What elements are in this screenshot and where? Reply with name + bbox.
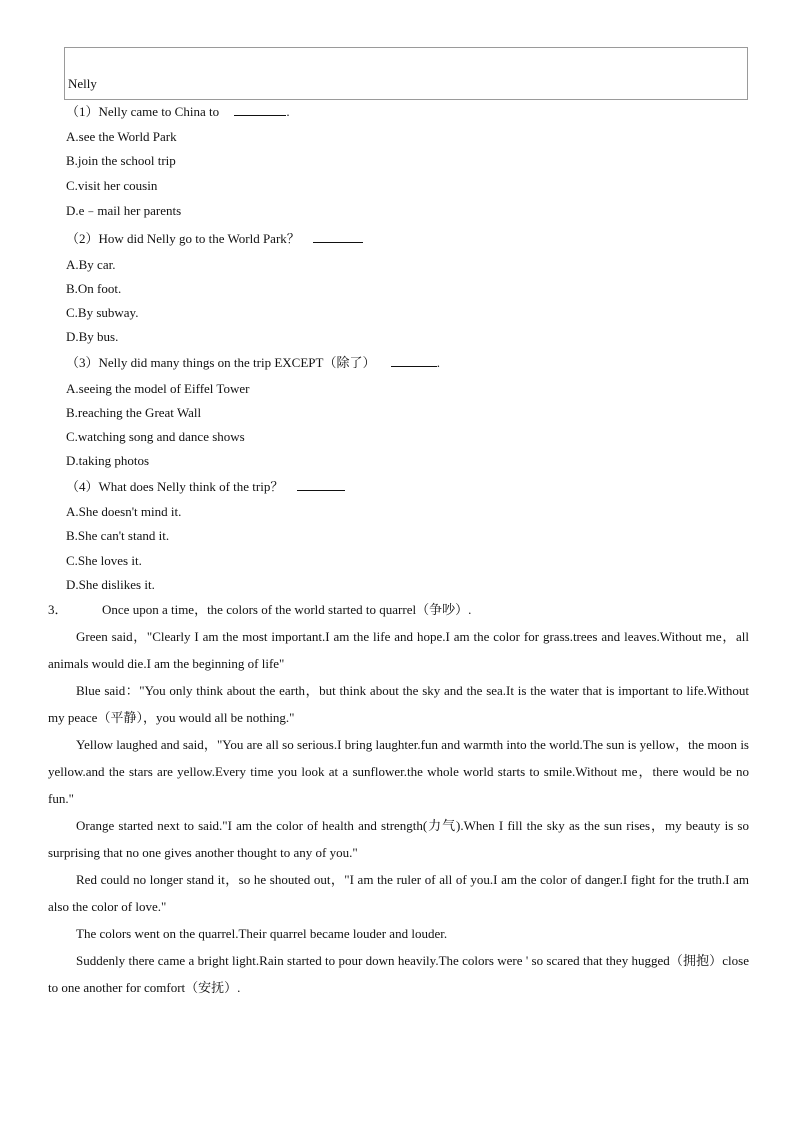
option: A.By car. bbox=[66, 257, 116, 272]
option: B.She can't stand it. bbox=[66, 528, 170, 543]
option: C.visit her cousin bbox=[66, 178, 158, 193]
paragraph: Blue said："You only think about the earth，but think about the sky and the sea.It is the water that is important to life.Without my peace（平静），you would all be nothing." bbox=[48, 683, 749, 725]
option: B.join the school trip bbox=[66, 153, 176, 168]
answer-blank bbox=[313, 230, 363, 243]
section-number: 3． bbox=[48, 602, 68, 617]
question-4-stem: （4）What does Nelly think of the trip？ bbox=[66, 479, 284, 494]
question-1-stem: （1）Nelly came to China to bbox=[66, 104, 220, 119]
option: C.By subway. bbox=[66, 305, 139, 320]
option: B.On foot. bbox=[66, 281, 122, 296]
passage-box bbox=[64, 47, 748, 100]
option: D.e﹣mail her parents bbox=[66, 203, 182, 218]
option: D.By bus. bbox=[66, 329, 119, 344]
answer-blank bbox=[297, 478, 345, 491]
paragraph: The colors went on the quarrel.Their quarrel became louder and louder. bbox=[76, 926, 448, 941]
section-3-heading bbox=[48, 602, 471, 618]
option: C.She loves it. bbox=[66, 553, 142, 568]
passage-box-text: Nelly bbox=[68, 76, 97, 91]
paragraph: Green said，"Clearly I am the most important.I am the life and hope.I am the color for grass.trees and leaves.Without me，all animals would die.I am the beginning of life" bbox=[48, 629, 749, 671]
option: A.seeing the model of Eiffel Tower bbox=[66, 381, 250, 396]
answer-blank bbox=[391, 354, 437, 367]
question-3-stem: （3）Nelly did many things on the trip EXCEPT（除了） bbox=[66, 355, 376, 370]
question-4 bbox=[66, 478, 345, 495]
option: A.She doesn't mind it. bbox=[66, 504, 182, 519]
option: A.see the World Park bbox=[66, 129, 177, 144]
question-2 bbox=[66, 230, 363, 247]
question-2-stem: （2）How did Nelly go to the World Park？ bbox=[66, 231, 300, 246]
paragraph: Orange started next to said."I am the color of health and strength(力气).When I fill the sky as the sun rises，my beauty is so surprising that no one gives another thought to any of you." bbox=[48, 818, 749, 860]
question-3: （3）Nelly did many things on the trip EXCEPT（除了） . bbox=[66, 355, 440, 370]
option: D.taking photos bbox=[66, 453, 150, 468]
question-1: （1）Nelly came to China to . bbox=[66, 104, 290, 119]
option: B.reaching the Great Wall bbox=[66, 405, 202, 420]
paragraph: Suddenly there came a bright light.Rain started to pour down heavily.The colors were ' so scared that they hugged（拥抱）close to one another for comfort（安抚）. bbox=[48, 953, 749, 995]
section-title: Once upon a time，the colors of the world started to quarrel（争吵）. bbox=[102, 602, 472, 617]
paragraph: Red could no longer stand it，so he shouted out，"I am the ruler of all of you.I am the color of danger.I fight for the truth.I am also the color of love." bbox=[48, 872, 749, 914]
passage bbox=[48, 623, 749, 1001]
paragraph: Yellow laughed and said，"You are all so serious.I bring laughter.fun and warmth into the world.The sun is yellow，the moon is yellow.and the stars are yellow.Every time you look at a sunflower.the whole world starts to smile.Without me，there would be no fun." bbox=[48, 737, 749, 806]
option: D.She dislikes it. bbox=[66, 577, 155, 592]
option: C.watching song and dance shows bbox=[66, 429, 245, 444]
answer-blank bbox=[234, 103, 286, 116]
